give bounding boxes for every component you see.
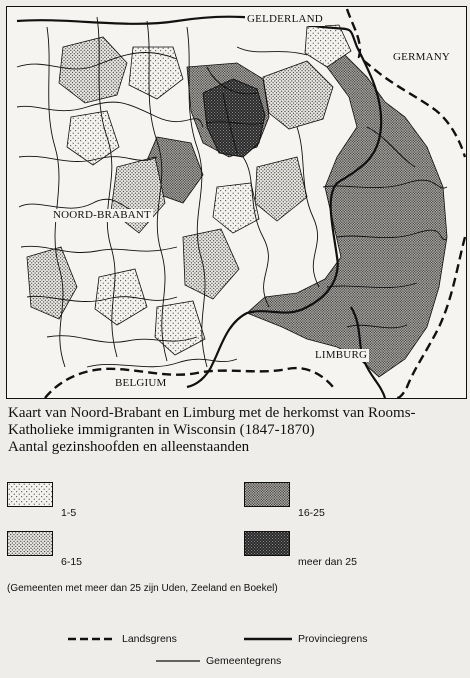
label-belgium: BELGIUM (115, 377, 167, 389)
swatch-light-dots (7, 482, 53, 507)
map-frame (6, 6, 467, 399)
swatch-dark-crosshatch (244, 531, 290, 556)
legend-item-meer-dan-25 (244, 531, 357, 568)
label-noord-brabant: NOORD-BRABANT (53, 209, 151, 221)
legend-label-1-5: 1-5 (61, 507, 77, 519)
caption-line-1: Kaart van Noord-Brabant en Limburg met de herkomst van Rooms- (8, 405, 416, 421)
label-germany: GERMANY (393, 51, 451, 63)
landsgrens-line-sample (68, 636, 116, 642)
legend-note: (Gemeenten met meer dan 25 zijn Uden, Zeeland en Boekel) (7, 583, 278, 594)
legend-provinciegrens (244, 633, 367, 645)
swatch-medium-dots (7, 531, 53, 556)
caption-line-2: Katholieke immigranten in Wisconsin (1847-1870) (8, 422, 315, 438)
caption-line-3: Aantal gezinshoofden en alleenstaanden (8, 439, 250, 455)
legend-gemeentegrens (156, 655, 281, 667)
legend-item-6-15 (7, 531, 83, 568)
map-caption (8, 405, 463, 456)
legend-item-16-25 (244, 482, 325, 519)
legend-label-meer-dan-25: meer dan 25 (298, 556, 357, 568)
provinciegrens-line-sample (244, 636, 292, 642)
legend-item-1-5 (7, 482, 77, 519)
legend-label-landsgrens: Landsgrens (122, 633, 177, 645)
gemeentegrens-line-sample (156, 658, 200, 664)
legend-label-provinciegrens: Provinciegrens (298, 633, 368, 645)
legend-label-6-15: 6-15 (61, 556, 83, 568)
label-gelderland: GELDERLAND (247, 13, 323, 25)
legend-landsgrens (68, 633, 177, 645)
swatch-dense-dots (244, 482, 290, 507)
map-svg (7, 7, 466, 398)
legend-label-gemeentegrens: Gemeentegrens (206, 655, 282, 667)
legend-label-16-25: 16-25 (298, 507, 325, 519)
label-limburg: LIMBURG (315, 349, 368, 361)
